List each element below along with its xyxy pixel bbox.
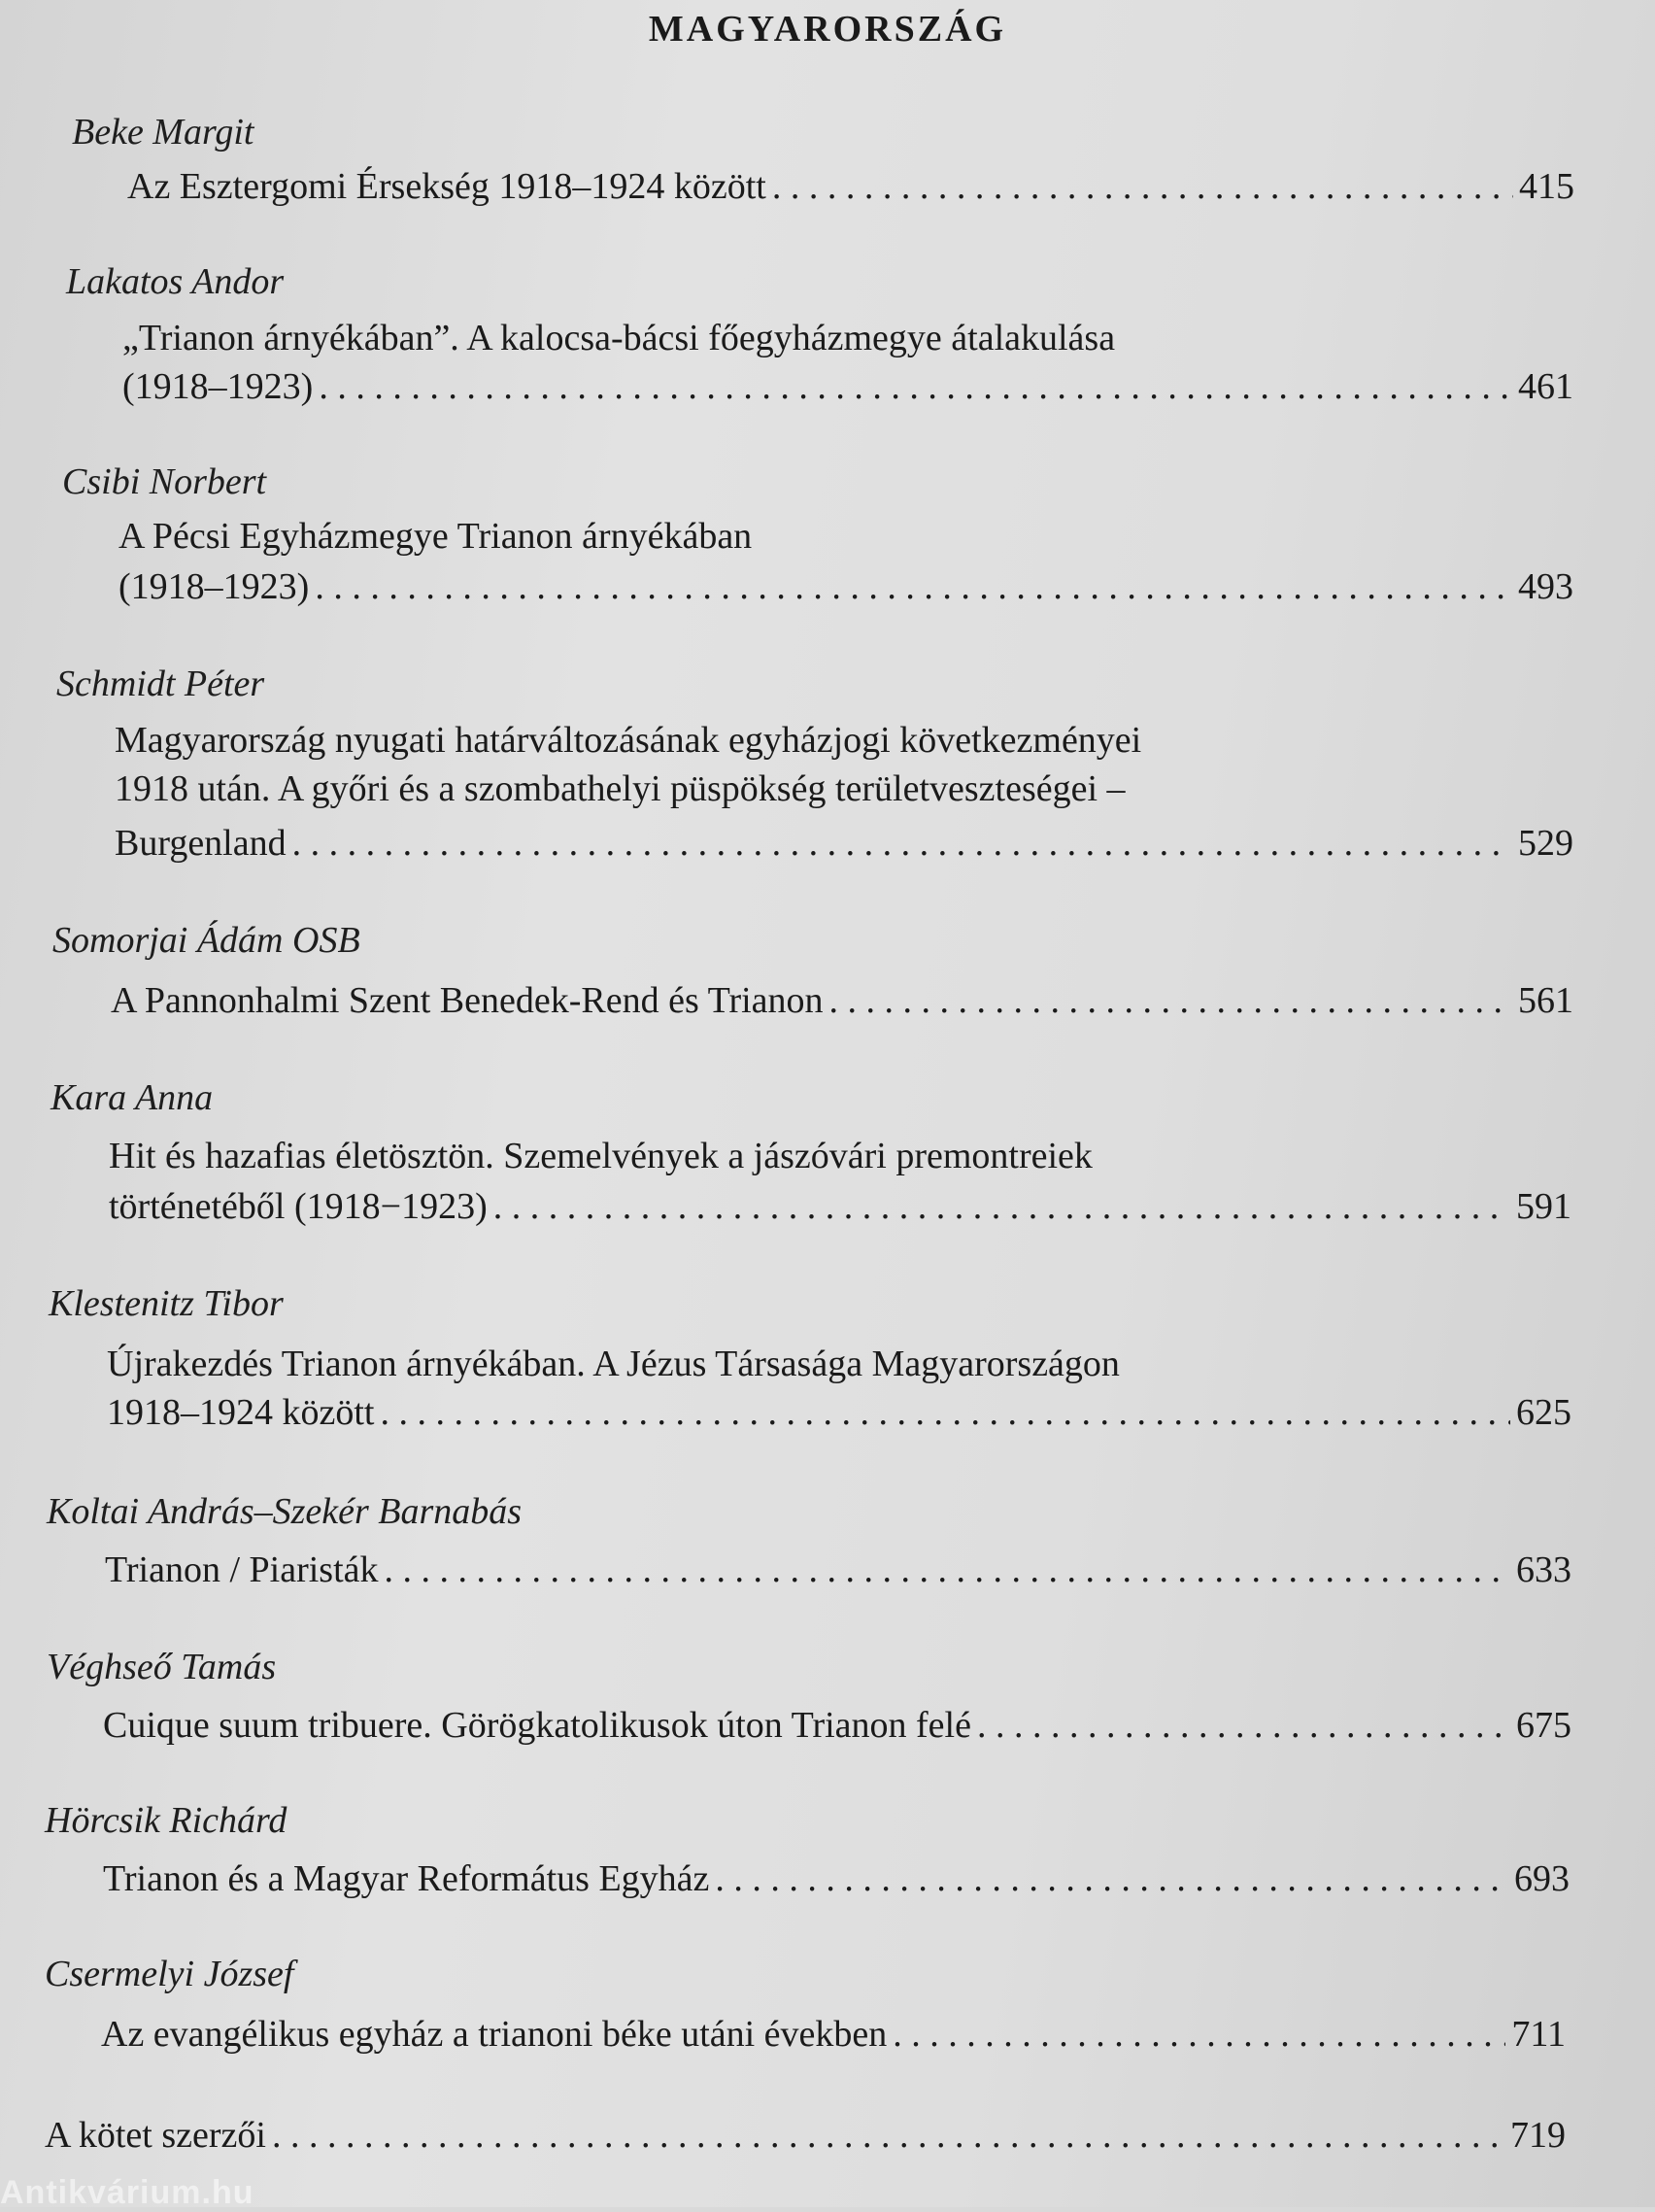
page-number: 461 [1518, 366, 1573, 407]
toc-entry-leader [101, 2013, 1566, 2056]
dot-leader [893, 2013, 1505, 2056]
entry-author: Beke Margit [72, 112, 254, 153]
page-number: 561 [1518, 980, 1573, 1021]
dot-leader [715, 1857, 1508, 1900]
entry-title: Trianon és a Magyar Református Egyház [103, 1858, 710, 1899]
entry-author: Schmidt Péter [56, 664, 265, 704]
page-number: 493 [1518, 566, 1573, 607]
entry-author: Kara Anna [51, 1077, 214, 1118]
toc-entry-leader [45, 2114, 1566, 2157]
entry-title: Trianon / Piaristák [105, 1549, 379, 1590]
entry-title: Burgenland [115, 823, 287, 864]
toc-entry-leader [103, 1857, 1570, 1900]
toc-entry-leader [109, 1185, 1571, 1228]
toc-entry-leader [107, 1391, 1571, 1434]
page-number: 675 [1516, 1705, 1571, 1746]
watermark: Antikvárium.hu [0, 2174, 254, 2211]
entry-author: Véghseő Tamás [47, 1647, 277, 1687]
entry-author: Csibi Norbert [62, 461, 267, 502]
entry-title: Az Esztergomi Érsekség 1918–1924 között [127, 166, 766, 207]
toc-entry-leader [127, 165, 1574, 208]
page-number: 591 [1516, 1186, 1571, 1227]
page-number: 633 [1516, 1549, 1571, 1590]
toc-entry-leader [103, 1704, 1571, 1747]
entry-title-line: Hit és hazafias életösztön. Szemelvények a jászóvári premontreiek [109, 1136, 1093, 1176]
entry-title-line: Magyarország nyugati határváltozásának egyházjogi következményei [115, 720, 1142, 761]
entry-title: (1918–1923) [122, 366, 314, 407]
dot-leader [315, 565, 1512, 608]
entry-title: A kötet szerzői [45, 2115, 266, 2156]
entry-title: A Pannonhalmi Szent Benedek-Rend és Trianon [111, 980, 824, 1021]
toc-entry-leader [122, 365, 1573, 408]
dot-leader [319, 365, 1512, 408]
dot-leader [385, 1548, 1511, 1591]
entry-title: Cuique suum tribuere. Görögkatolikusok úton Trianon felé [103, 1705, 971, 1746]
entry-title: Az evangélikus egyház a trianoni béke utáni években [101, 2014, 888, 2055]
dot-leader [977, 1704, 1510, 1747]
entry-author: Koltai András–Szekér Barnabás [47, 1491, 523, 1532]
entry-title: 1918–1924 között [107, 1392, 375, 1433]
dot-leader [493, 1185, 1510, 1228]
entry-title: (1918–1923) [118, 566, 310, 607]
dot-leader [292, 822, 1512, 865]
entry-title-line: 1918 után. A győri és a szombathelyi püspökség területveszteségei – [115, 768, 1126, 809]
dot-leader [272, 2114, 1504, 2157]
toc-entry-leader [105, 1548, 1571, 1591]
section-heading: MAGYARORSZÁG [648, 9, 1007, 50]
entry-author: Csermelyi József [45, 1954, 294, 1994]
toc-entry-leader [118, 565, 1573, 608]
toc-entry-leader [111, 979, 1573, 1022]
entry-author: Somorjai Ádám OSB [52, 920, 360, 961]
entry-title-line: A Pécsi Egyházmegye Trianon árnyékában [118, 516, 753, 557]
page-number: 529 [1518, 823, 1573, 864]
dot-leader [829, 979, 1512, 1022]
entry-title-line: „Trianon árnyékában”. A kalocsa-bácsi főegyházmegye átalakulása [122, 318, 1116, 358]
page-number: 693 [1514, 1858, 1570, 1899]
page-number: 625 [1516, 1392, 1571, 1433]
toc-entry-leader [115, 822, 1573, 865]
page-number: 711 [1511, 2014, 1566, 2055]
entry-title: történetéből (1918−1923) [109, 1186, 488, 1227]
page-number: 719 [1510, 2115, 1566, 2156]
dot-leader [772, 165, 1513, 208]
entry-author: Lakatos Andor [66, 261, 285, 302]
entry-author: Hörcsik Richárd [45, 1800, 287, 1841]
page-number: 415 [1519, 166, 1574, 207]
dot-leader [380, 1391, 1510, 1434]
entry-title-line: Újrakezdés Trianon árnyékában. A Jézus Társasága Magyarországon [107, 1344, 1120, 1384]
entry-author: Klestenitz Tibor [49, 1283, 284, 1324]
